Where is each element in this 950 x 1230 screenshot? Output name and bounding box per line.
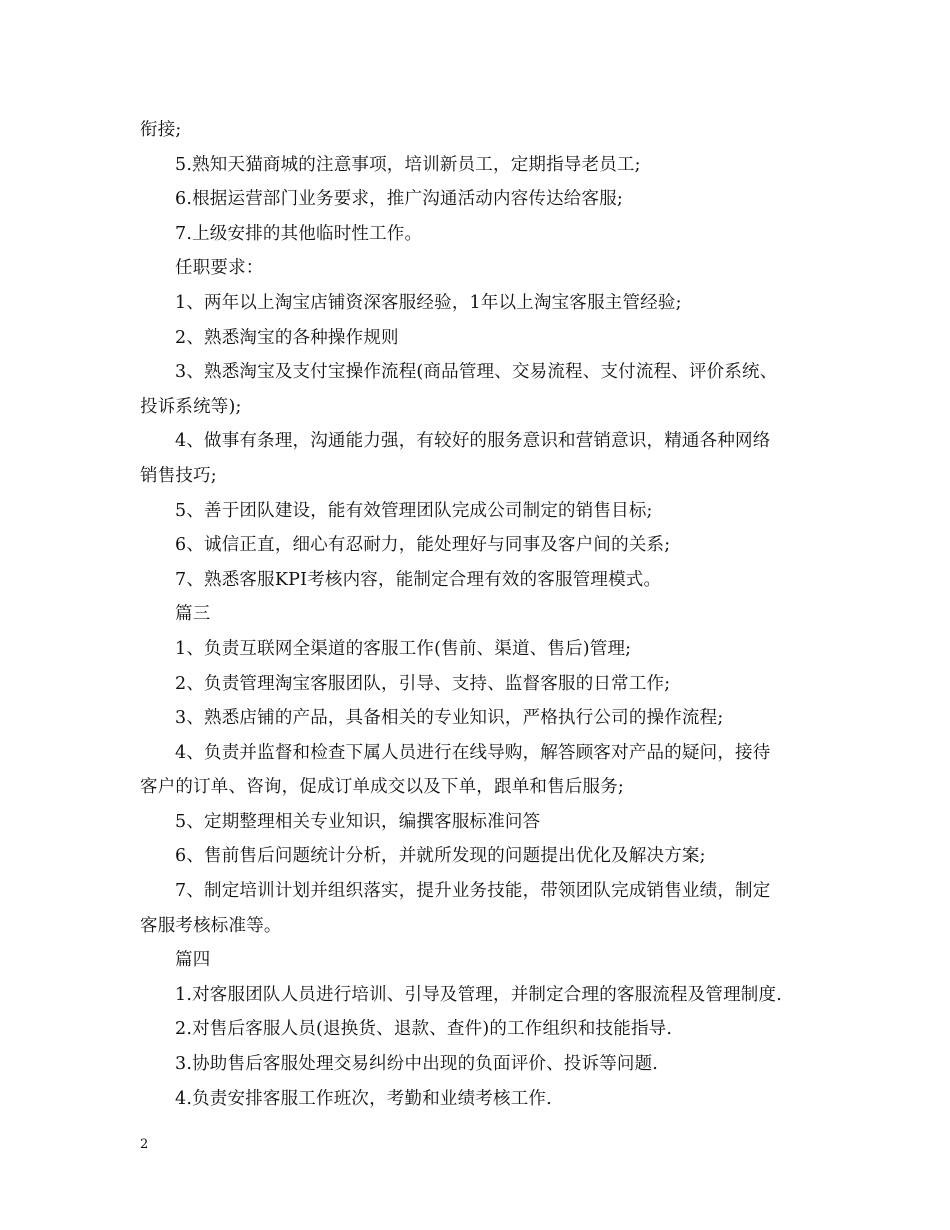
text-line: 5、善于团队建设，能有效管理团队完成公司制定的销售目标; xyxy=(175,500,653,521)
text-line: 5、定期整理相关专业知识，编撰客服标准问答 xyxy=(175,811,541,832)
text-line: 4、做事有条理，沟通能力强，有较好的服务意识和营销意识，精通各种网络 xyxy=(175,431,771,452)
text-line: 7、制定培训计划并组织落实，提升业务技能，带领团队完成销售业绩，制定 xyxy=(175,881,771,902)
text-line: 2、熟悉淘宝的各种操作规则 xyxy=(175,327,399,348)
text-line: 7、熟悉客服KPI考核内容，能制定合理有效的客服管理模式。 xyxy=(175,569,662,590)
text-line: 销售技巧; xyxy=(140,465,217,486)
text-line: 6、售前售后问题统计分析，并就所发现的问题提出优化及解决方案; xyxy=(175,846,706,867)
text-line: 2.对售后客服人员(退换货、退款、查件)的工作组织和技能指导. xyxy=(175,1019,673,1040)
text-line: 5.熟知天猫商城的注意事项，培训新员工，定期指导老员工; xyxy=(175,154,641,175)
text-line: 3、熟悉淘宝及支付宝操作流程(商品管理、交易流程、支付流程、评价系统、 xyxy=(175,362,778,383)
text-line: 篇四 xyxy=(175,950,211,971)
text-line: 篇三 xyxy=(175,604,211,625)
text-line: 3.协助售后客服处理交易纠纷中出现的负面评价、投诉等问题. xyxy=(175,1054,659,1075)
text-line: 1.对客服团队人员进行培训、引导及管理，并制定合理的客服流程及管理制度. xyxy=(175,984,782,1005)
text-line: 4.负责安排客服工作班次，考勤和业绩考核工作. xyxy=(175,1088,552,1109)
text-line: 客服考核标准等。 xyxy=(140,915,282,936)
text-line: 任职要求： xyxy=(175,258,264,279)
text-line: 6.根据运营部门业务要求，推广沟通活动内容传达给客服; xyxy=(175,189,623,210)
text-line: 衔接; xyxy=(140,120,182,140)
text-line: 7.上级安排的其他临时性工作。 xyxy=(175,223,423,244)
text-line: 3、熟悉店铺的产品，具备相关的专业知识，严格执行公司的操作流程; xyxy=(175,708,724,729)
text-line: 6、诚信正直，细心有忍耐力，能处理好与同事及客户间的关系; xyxy=(175,535,671,556)
text-line: 投诉系统等); xyxy=(140,396,242,417)
page-number: 2 xyxy=(140,1137,149,1152)
text-line: 4、负责并监督和检查下属人员进行在线导购，解答顾客对产品的疑问，接待 xyxy=(175,742,771,763)
text-line: 2、负责管理淘宝客服团队，引导、支持、监督客服的日常工作; xyxy=(175,673,671,694)
text-line: 客户的订单、咨询，促成订单成交以及下单，跟单和售后服务; xyxy=(140,777,624,798)
text-line: 1、负责互联网全渠道的客服工作(售前、渠道、售后)管理; xyxy=(175,638,632,659)
document-body xyxy=(140,113,830,1116)
text-line: 1、两年以上淘宝店铺资深客服经验，1年以上淘宝客服主管经验; xyxy=(175,292,682,313)
